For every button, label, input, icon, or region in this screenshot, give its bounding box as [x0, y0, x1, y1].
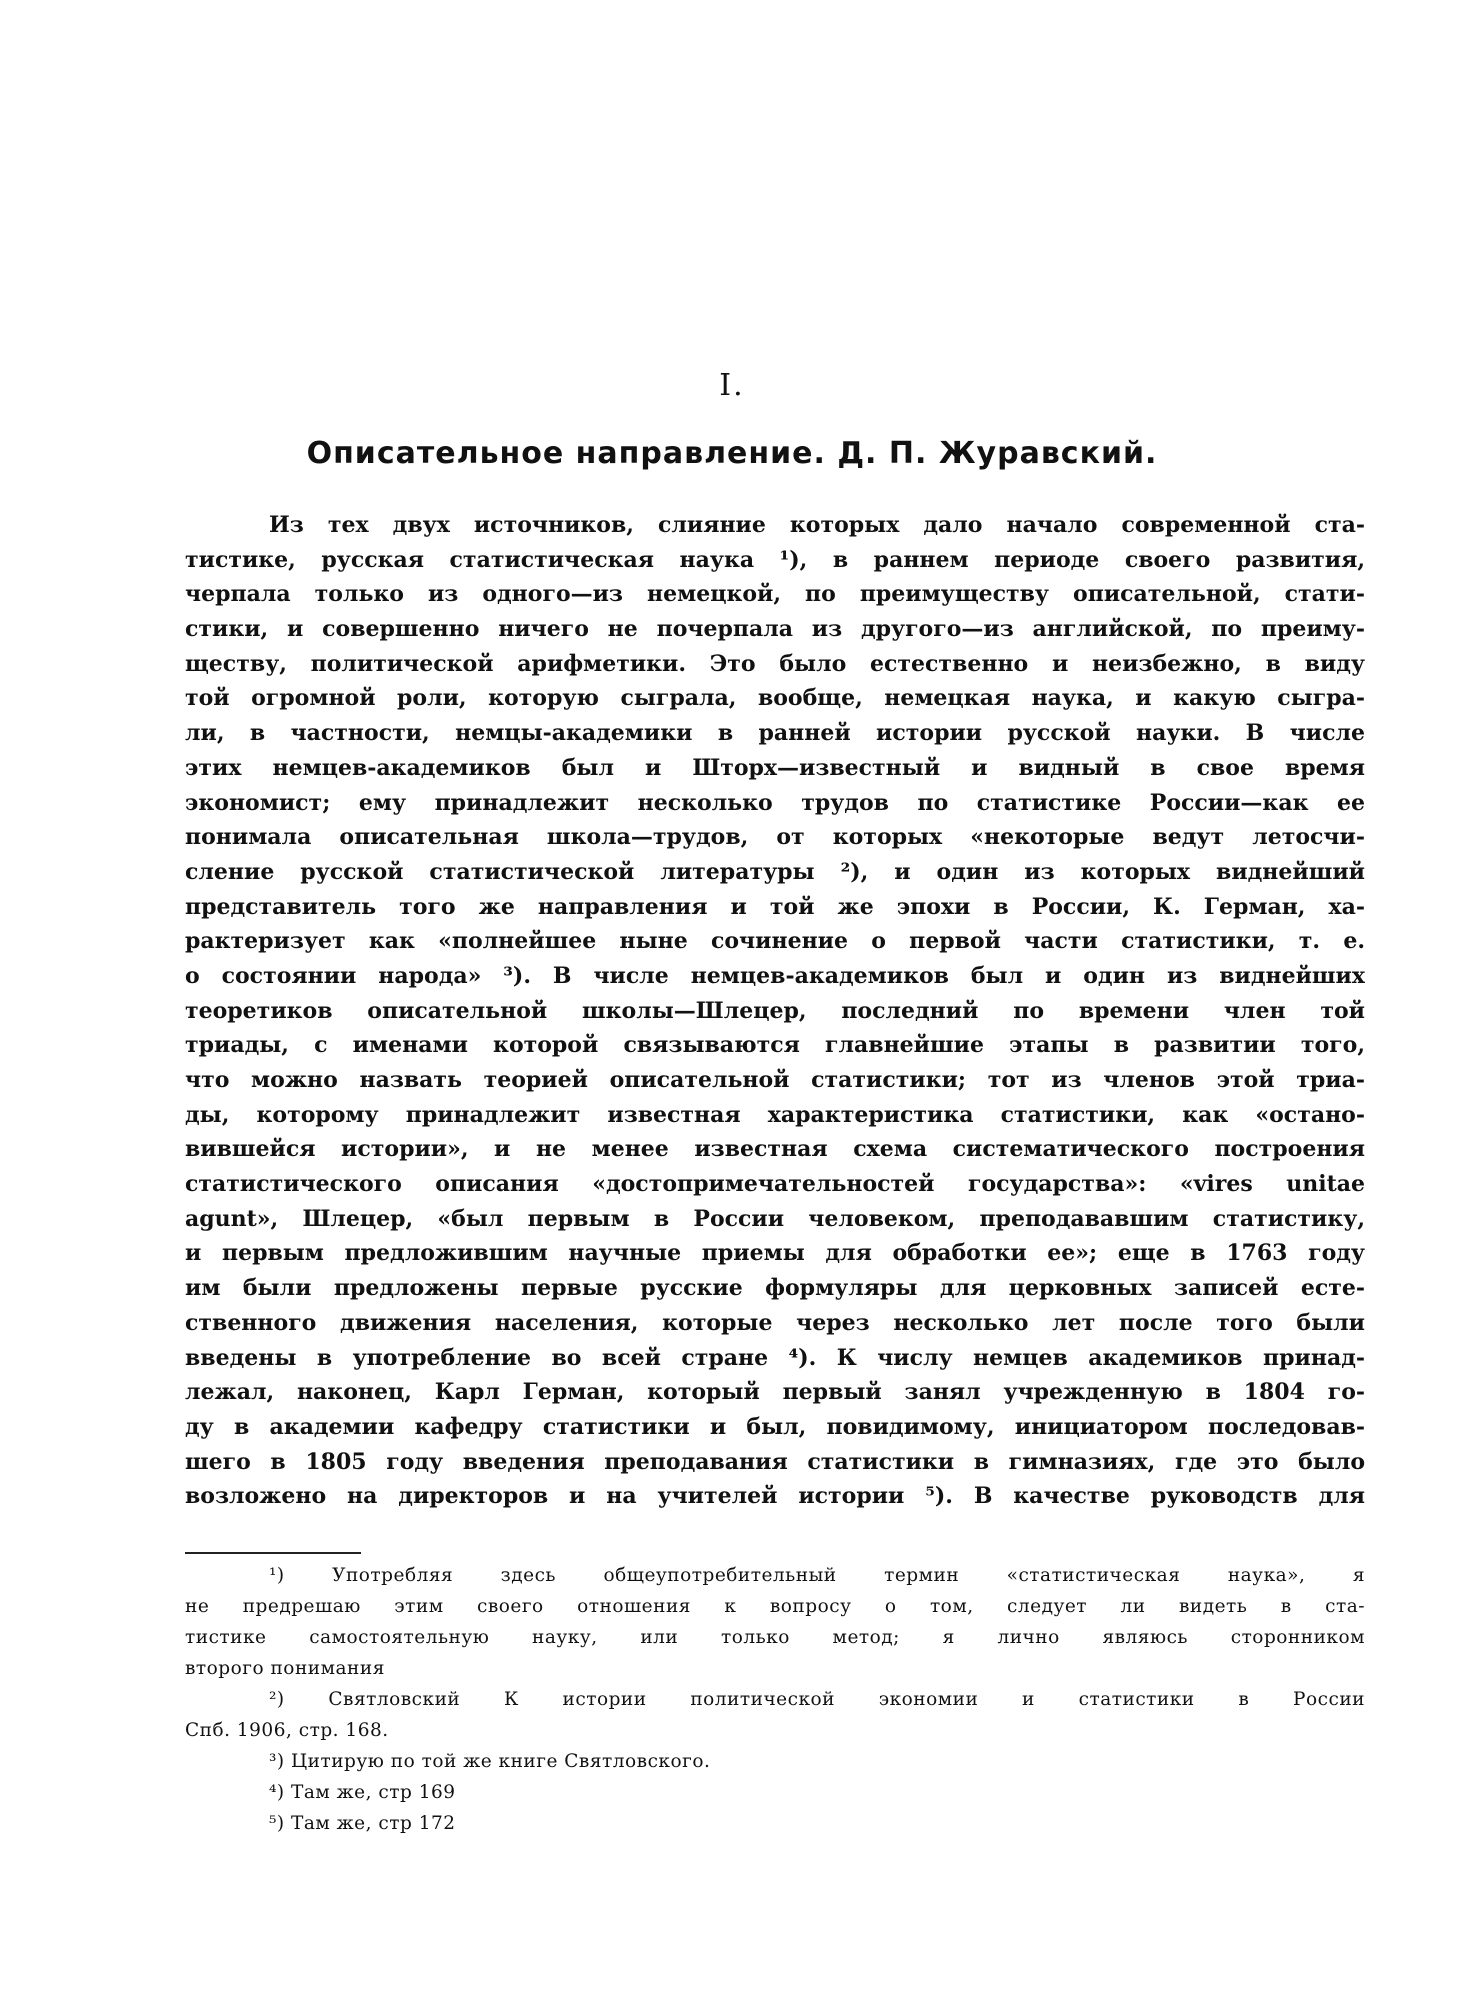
- body-line: представитель того же направления и той же эпохи в России, К. Герман, ха-: [185, 893, 1365, 920]
- body-line: вившейся истории», и не менее известная схема систематического построения: [185, 1136, 1365, 1163]
- chapter-number: I.: [719, 368, 745, 403]
- body-line: и первым предложившим научные приемы для обработки ее»; еще в 1763 году: [185, 1240, 1365, 1267]
- body-line: шего в 1805 году введения преподавания статистики в гимназиях, где это было: [185, 1448, 1365, 1475]
- body-line: им были предложены первые русские формуляры для церковных записей есте-: [185, 1275, 1365, 1302]
- body-line: тистике, русская статистическая наука ¹), в раннем периоде своего развития,: [185, 546, 1365, 573]
- body-line: черпала только из одного—из немецкой, по преимуществу описательной, стати-: [185, 581, 1365, 608]
- body-line: понимала описательная школа—трудов, от которых «некоторые ведут летосчи-: [185, 824, 1365, 851]
- body-line: лежал, наконец, Карл Герман, который первый занял учрежденную в 1804 го-: [185, 1379, 1365, 1406]
- body-line: Из тех двух источников, слияние которых дало начало современной ста-: [269, 512, 1365, 538]
- body-line: теоретиков описательной школы—Шлецер, последний по времени член той: [185, 997, 1365, 1024]
- body-line: о состоянии народа» ³). В числе немцев-академиков был и один из виднейших: [185, 962, 1365, 989]
- body-line: стики, и совершенно ничего не почерпала из другого—из английской, по преиму-: [185, 616, 1365, 643]
- body-line: что можно назвать теорией описательной статистики; тот из членов этой триа-: [185, 1067, 1365, 1093]
- body-line: введены в употребление во всей стране ⁴). К числу немцев академиков принад-: [185, 1344, 1365, 1371]
- footnote-line: ⁴) Там же, стр 169: [269, 1782, 456, 1803]
- body-line: экономист; ему принадлежит несколько трудов по статистике России—как ее: [185, 789, 1365, 816]
- footnote-line: тистике самостоятельную науку, или только метод; я лично являюсь сторонником: [185, 1627, 1365, 1648]
- footnote-line: не предрешаю этим своего отношения к вопросу о том, следует ли видеть в ста-: [185, 1596, 1365, 1617]
- footnote-line: ¹) Употребляя здесь общеупотребительный термин «статистическая наука», я: [269, 1565, 1365, 1586]
- footnote-line: второго понимания: [185, 1658, 385, 1679]
- body-line: той огромной роли, которую сыграла, вообще, немецкая наука, и какую сыгра-: [185, 685, 1365, 712]
- footnotes: [185, 1560, 1365, 1839]
- body-line: ды, которому принадлежит известная характеристика статистики, как «остано-: [185, 1101, 1365, 1128]
- body-line: триады, с именами которой связываются главнейшие этапы в развитии того,: [185, 1032, 1365, 1059]
- chapter-title: Описательное направление. Д. П. Журавский.: [306, 436, 1158, 471]
- body-line: ственного движения населения, которые через несколько лет после того были: [185, 1309, 1365, 1336]
- body-text: [185, 508, 1365, 1514]
- footnote-line: ³) Цитирую по той же книге Святловского.: [269, 1751, 711, 1772]
- body-line: рактеризует как «полнейшее ныне сочинение о первой части статистики, т. е.: [185, 928, 1365, 955]
- body-line: ду в академии кафедру статистики и был, повидимому, инициатором последовав-: [185, 1413, 1365, 1440]
- footnote-line: ²) Святловский К истории политической экономии и статистики в России: [269, 1689, 1365, 1710]
- footnote-line: ⁵) Там же, стр 172: [269, 1813, 456, 1834]
- body-line: ли, в частности, немцы-академики в ранней истории русской науки. В числе: [185, 720, 1365, 747]
- body-line: статистического описания «достопримечательностей государства»: «vires unitae: [185, 1171, 1365, 1198]
- body-line: этих немцев-академиков был и Шторх—известный и видный в свое время: [185, 754, 1365, 781]
- body-line: ществу, политической арифметики. Это было естественно и неизбежно, в виду: [185, 650, 1365, 677]
- footnote-line: Спб. 1906, стр. 168.: [185, 1720, 389, 1741]
- body-line: возложено на директоров и на учителей истории ⁵). В качестве руководств для: [185, 1483, 1365, 1510]
- body-line: agunt», Шлецер, «был первым в России человеком, преподававшим статистику,: [185, 1205, 1365, 1232]
- body-line: сление русской статистической литературы ²), и один из которых виднейший: [185, 858, 1365, 885]
- footnote-divider: [185, 1552, 361, 1554]
